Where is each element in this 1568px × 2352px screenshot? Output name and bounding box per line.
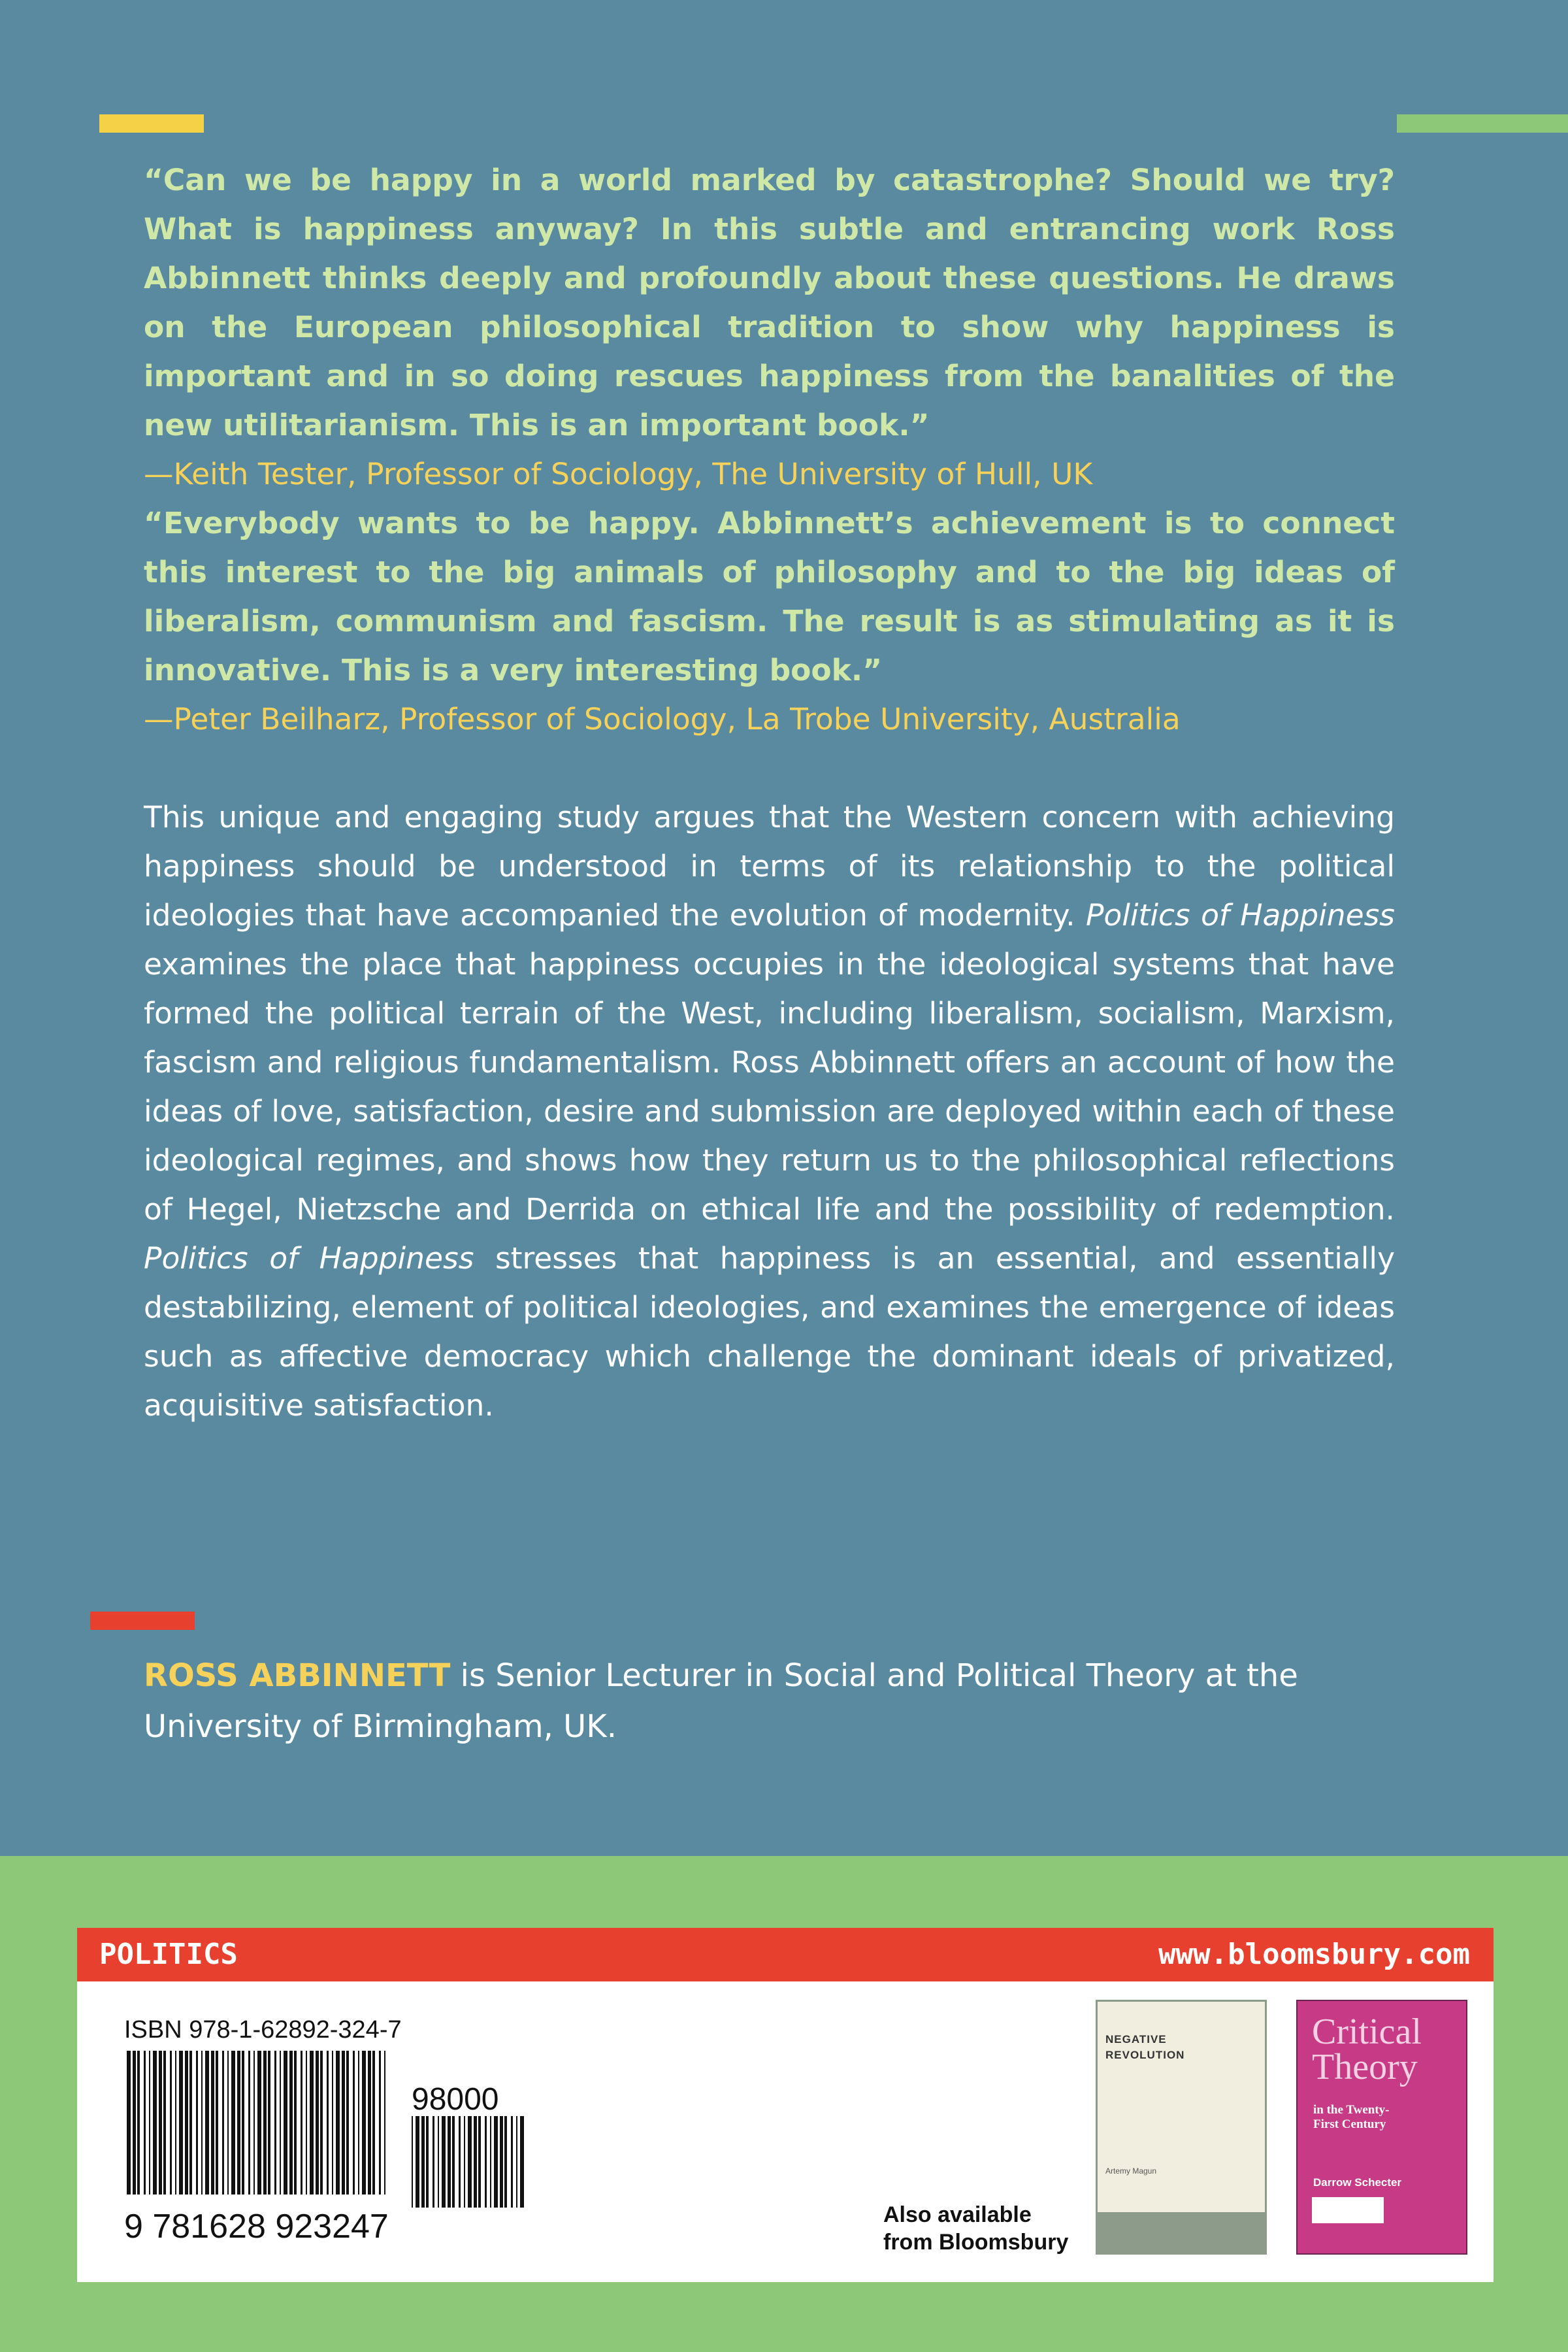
red-accent-bar — [90, 1612, 195, 1630]
barcode-bar — [442, 2116, 446, 2208]
category-bar — [77, 1928, 1494, 1981]
barcode-bar — [342, 2051, 345, 2195]
barcode-bar — [438, 2116, 439, 2208]
barcode-bar — [474, 2116, 477, 2208]
barcode-bar — [274, 2051, 276, 2195]
barcode-bar — [231, 2051, 235, 2195]
barcode-bar — [490, 2116, 491, 2208]
quote-2 — [144, 499, 1395, 744]
barcode-bar — [306, 2051, 307, 2195]
barcode-bar — [237, 2051, 240, 2195]
quote-1-text: “Can we be happy in a world marked by catastrophe? Should we try? What is happiness anyway? In this subtle and entrancing work Ross Abbinnett thinks deeply and profoundly about these questions. He draws on the European philosophical tradition to show why happiness is important and in so doing rescues happiness from the banalities of the new utilitarianism. This is an important book.” — [144, 163, 1395, 442]
barcode-bar — [175, 2051, 176, 2195]
barcode-bar — [163, 2051, 166, 2195]
barcode-bar — [384, 2051, 385, 2195]
barcode-bar — [336, 2051, 340, 2195]
blurb-title-1: Politics of Happiness — [1085, 898, 1395, 933]
barcode-bar — [144, 2051, 146, 2195]
author-bio — [144, 1650, 1395, 1752]
barcode-bar — [289, 2051, 293, 2195]
barcode-bar — [205, 2051, 209, 2195]
barcode-bar — [327, 2051, 329, 2195]
website-link[interactable]: www.bloomsbury.com — [1158, 1938, 1470, 1971]
barcode-bar — [426, 2116, 429, 2208]
barcode-bar — [358, 2051, 359, 2195]
barcode-bar — [294, 2051, 297, 2195]
barcode-bar — [222, 2051, 224, 2195]
book-2-subtitle: in the Twenty-First Century — [1313, 2103, 1390, 2131]
barcode-bar — [137, 2051, 140, 2195]
barcode-bar — [368, 2051, 371, 2195]
category-label: POLITICS — [99, 1938, 238, 1971]
quote-2-attribution: —Peter Beilharz, Professor of Sociology, La Trobe University, Australia — [144, 702, 1181, 737]
barcode-bar — [211, 2051, 214, 2195]
barcode-bar — [459, 2116, 461, 2208]
barcode-bar — [464, 2116, 465, 2208]
barcode-bar — [248, 2051, 250, 2195]
barcode-bar — [301, 2051, 302, 2195]
barcode-bar — [316, 2051, 319, 2195]
barcode-bar — [433, 2116, 434, 2208]
barcode-addon-bars — [412, 2116, 524, 2208]
barcode-bar — [379, 2051, 381, 2195]
barcode-bar — [149, 2051, 150, 2195]
barcode-bar — [511, 2116, 513, 2208]
barcode-digits: 9 781628 923247 — [124, 2208, 389, 2245]
barcode-bar — [353, 2051, 355, 2195]
barcode — [124, 2051, 529, 2247]
barcode-bar — [320, 2051, 323, 2195]
barcode-bar — [346, 2051, 349, 2195]
book-1-title: NEGATIVE REVOLUTION — [1105, 2033, 1185, 2061]
barcode-bar — [179, 2051, 183, 2195]
barcode-bar — [416, 2116, 419, 2208]
barcode-bar — [412, 2116, 413, 2208]
barcode-bar — [448, 2116, 451, 2208]
book-2-author: Darrow Schecter — [1313, 2176, 1402, 2189]
book-cover-critical-theory[interactable] — [1296, 2000, 1467, 2255]
book-description — [144, 793, 1395, 1430]
barcode-bar — [170, 2051, 172, 2195]
barcode-bar — [280, 2051, 281, 2195]
barcode-bar — [159, 2051, 162, 2195]
barcode-bar — [485, 2116, 487, 2208]
barcode-bar — [263, 2051, 267, 2195]
blurb-title-2: Politics of Happiness — [144, 1241, 474, 1276]
quote-1 — [144, 156, 1395, 499]
barcode-bar — [494, 2116, 498, 2208]
green-accent-bar — [1397, 114, 1568, 133]
book-2-series-box — [1312, 2197, 1384, 2223]
quote-1-attribution: —Keith Tester, Professor of Sociology, The University of Hull, UK — [144, 457, 1093, 491]
book-2-title: Critical Theory — [1312, 2012, 1422, 2087]
also-available-text — [883, 2201, 1068, 2256]
blurb-part-1: This unique and engaging study argues that the Western concern with achieving happiness should be understood in terms of its relationship to the political ideologies that have accompanied the evolution of modernity. — [144, 800, 1395, 933]
barcode-bar — [421, 2116, 425, 2208]
blurb-part-2: examines the place that happiness occupies in the ideological systems that have formed the political terrain of the West, including liberalism, socialism, Marxism, fascism and religious fundamentalism. Ross Abbinnett offers an account of how the ideas of love, satisfaction, desire and submission are deployed within each of these ideological regimes, and shows how they return us to the philosophical reflections of Hegel, Nietzsche and Derrida on ethical life and the possibility of redemption. — [144, 947, 1395, 1227]
barcode-bar — [268, 2051, 270, 2195]
isbn-text: ISBN 978-1-62892-324-7 — [124, 2016, 402, 2044]
barcode-bar — [127, 2051, 131, 2195]
barcode-bar — [201, 2051, 203, 2195]
blurb-part-3: stresses that happiness is an essential, and essentially destabilizing, element of political ideologies, and examines the emergence of ideas such as affective democracy which challenge the dominant ideals of privatized, acquisitive satisfaction. — [144, 1241, 1395, 1423]
barcode-price-code: 98000 — [412, 2082, 499, 2117]
barcode-bar — [310, 2051, 314, 2195]
yellow-accent-bar — [99, 114, 204, 133]
barcode-bar — [227, 2051, 229, 2195]
barcode-bar — [253, 2051, 255, 2195]
barcode-bar — [468, 2116, 472, 2208]
barcode-bar — [372, 2051, 375, 2195]
barcode-bar — [189, 2051, 192, 2195]
book-1-author: Artemy Magun — [1105, 2166, 1157, 2176]
barcode-bar — [500, 2116, 503, 2208]
author-bio-text: is Senior Lecturer in Social and Political Theory at the University of Birmingham, UK. — [144, 1657, 1298, 1745]
barcode-bar — [504, 2116, 507, 2208]
quote-2-text: “Everybody wants to be happy. Abbinnett’s achievement is to connect this interest to the big animals of philosophy and to the big ideas of liberalism, communism and fascism. The result is as stimulating as it is innovative. This is a very interesting book.” — [144, 506, 1395, 687]
barcode-bar — [332, 2051, 333, 2195]
barcode-bar — [452, 2116, 455, 2208]
barcode-bar — [362, 2051, 366, 2195]
book-1-spine-band — [1098, 2212, 1265, 2253]
barcode-bar — [478, 2116, 481, 2208]
barcode-bar — [520, 2116, 524, 2208]
barcode-bars — [127, 2051, 385, 2195]
barcode-bar — [516, 2116, 517, 2208]
also-available-line-1: Also available — [883, 2202, 1032, 2227]
book-cover-negative-revolution[interactable] — [1096, 2000, 1267, 2255]
barcode-bar — [185, 2051, 188, 2195]
barcode-bar — [133, 2051, 136, 2195]
author-name: ROSS ABBINNETT — [144, 1657, 451, 1694]
barcode-bar — [257, 2051, 261, 2195]
barcode-bar — [153, 2051, 157, 2195]
barcode-bar — [196, 2051, 198, 2195]
barcode-bar — [216, 2051, 218, 2195]
barcode-bar — [284, 2051, 287, 2195]
barcode-bar — [242, 2051, 244, 2195]
also-available-line-2: from Bloomsbury — [883, 2230, 1069, 2255]
